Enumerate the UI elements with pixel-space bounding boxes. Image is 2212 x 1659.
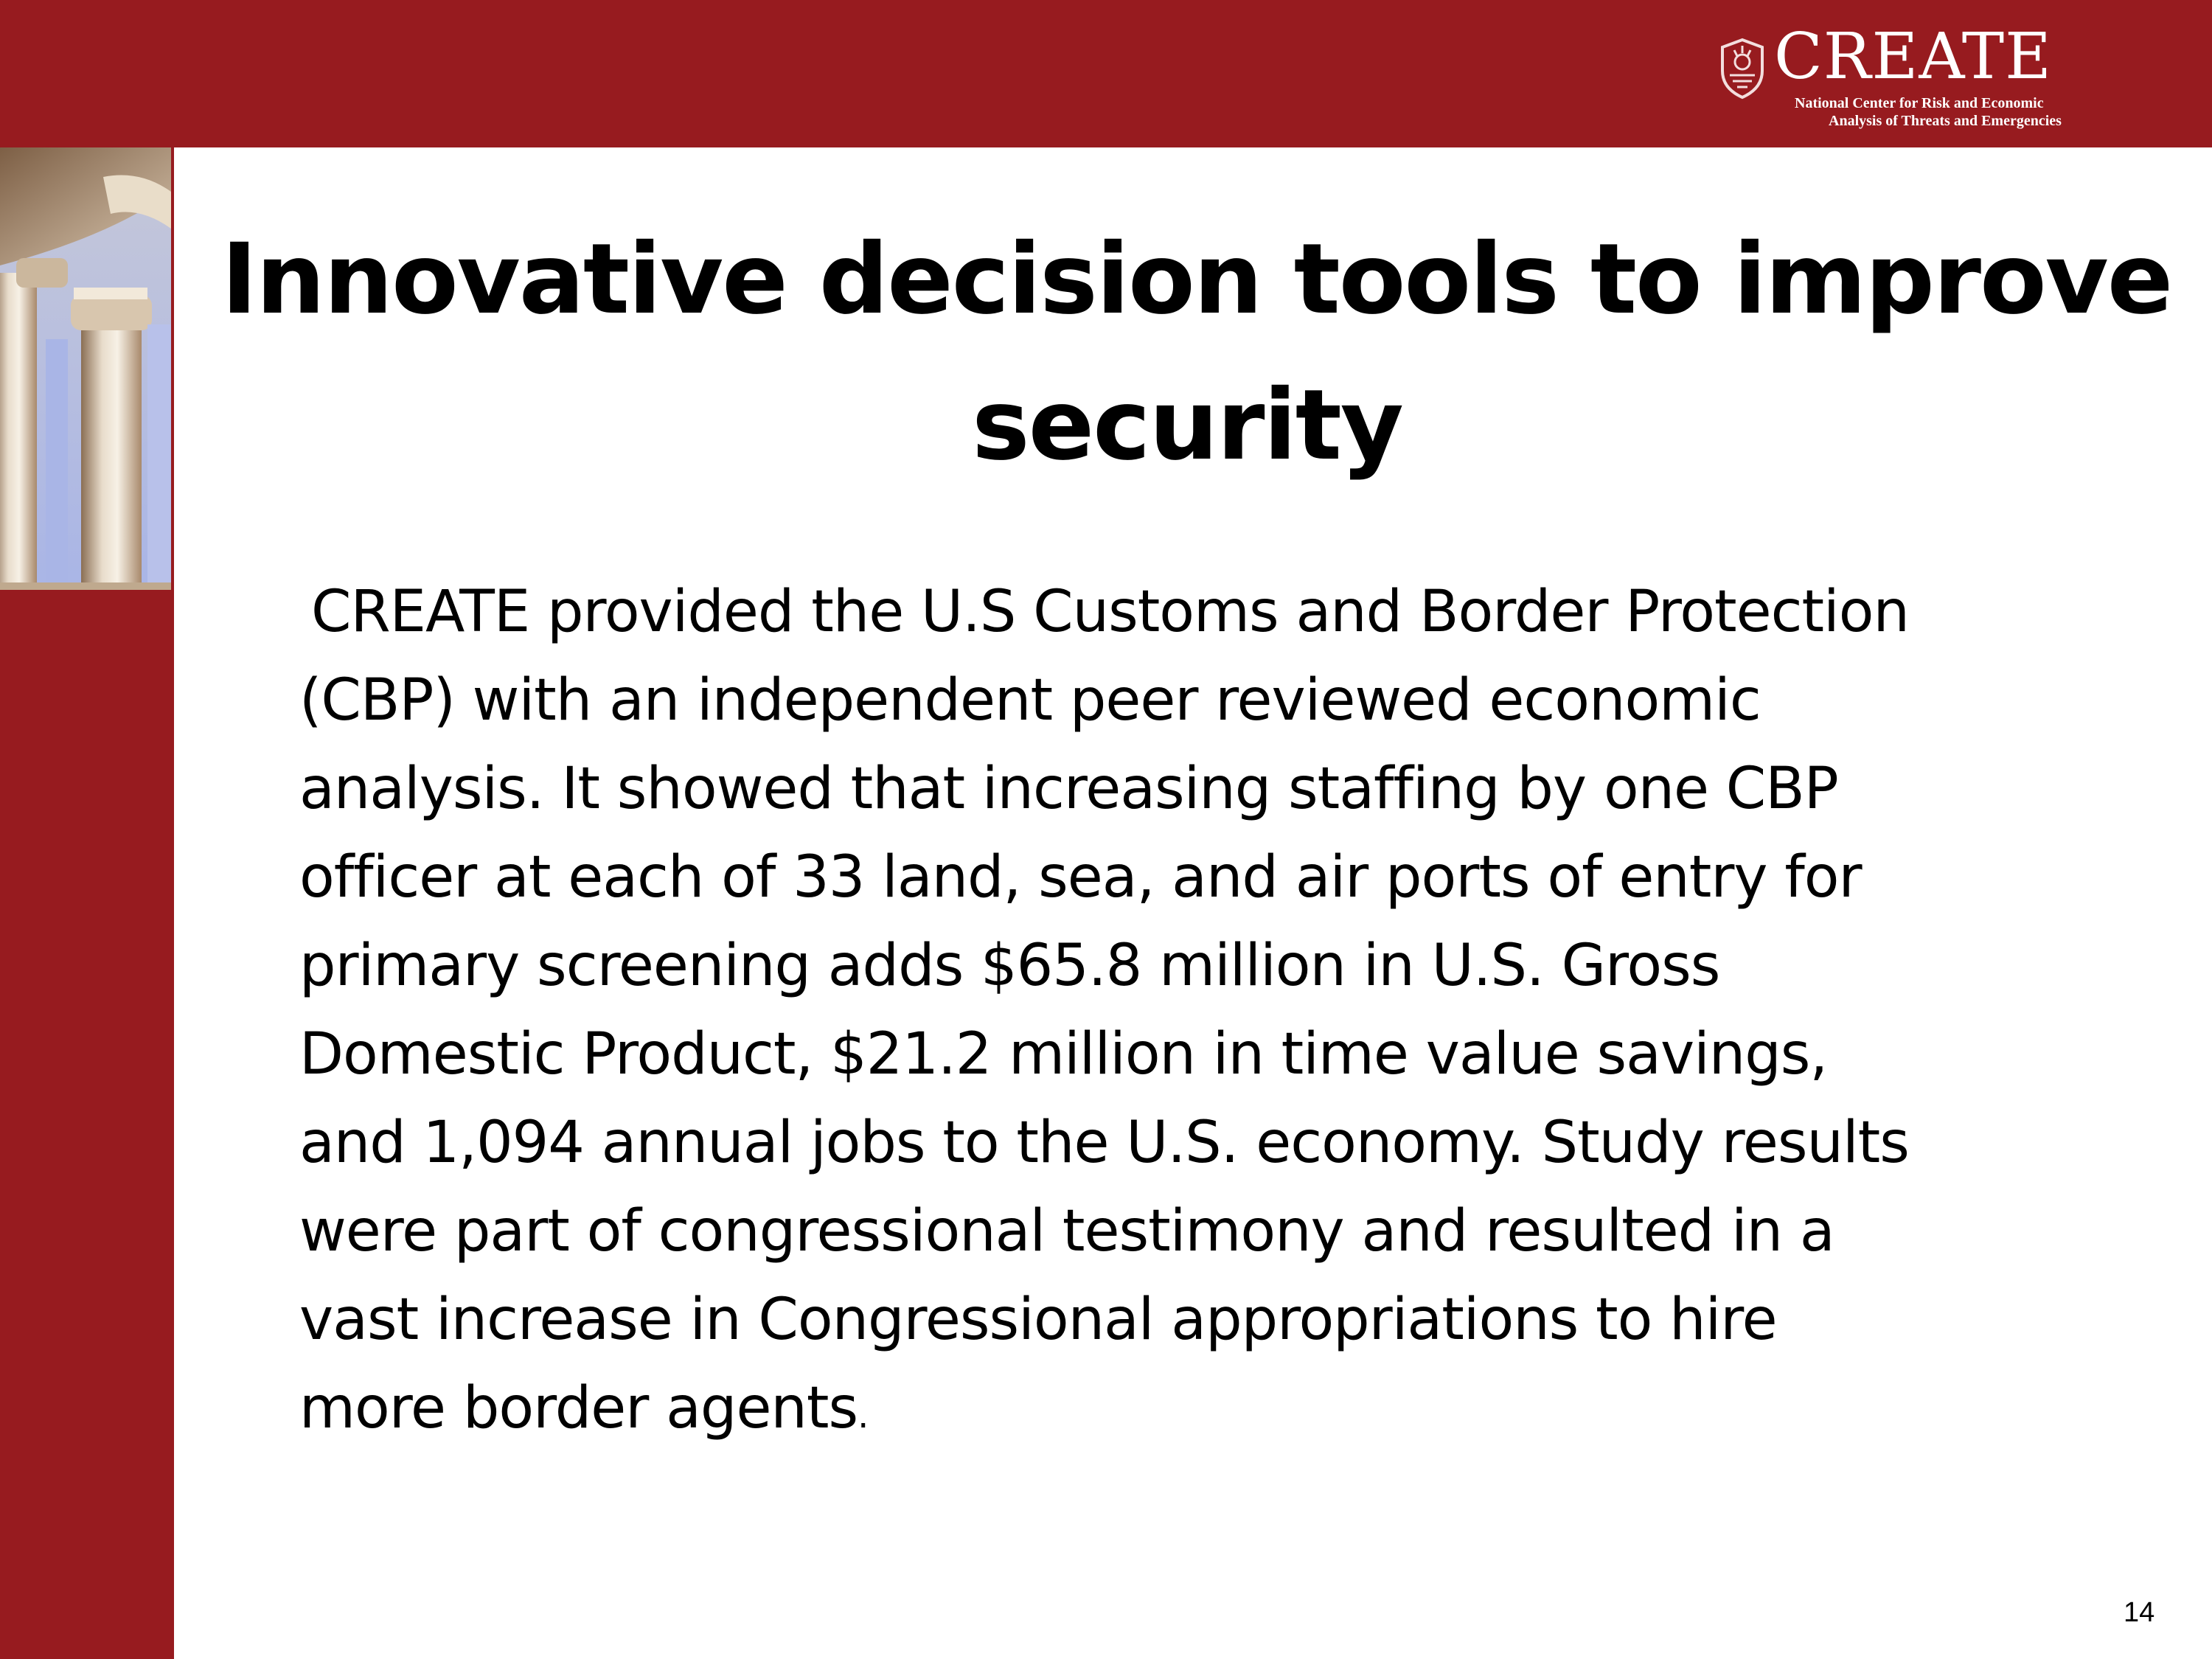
body-line-3: analysis. It showed that increasing staffing by one CBP: [299, 756, 1838, 822]
body-paragraph: [299, 568, 2069, 1460]
body-line-7: and 1,094 annual jobs to the U.S. economy. Study results: [299, 1110, 1909, 1176]
shield-seal-icon: [1718, 37, 1767, 100]
logo-subtitle-line1: National Center for Risk and Economic: [1795, 95, 2044, 111]
logo-wordmark: CREATE: [1774, 20, 2052, 94]
page-number: 14: [2124, 1597, 2155, 1628]
create-logo: [1718, 20, 2072, 136]
body-line-6: Domestic Product, $21.2 million in time value savings,: [299, 1021, 1828, 1088]
slide-title: [221, 206, 2172, 498]
columns-photo: [0, 147, 171, 590]
title-line-2: security: [972, 369, 1402, 482]
body-line-1: CREATE provided the U.S Customs and Border Protection: [311, 579, 1909, 645]
body-line-9: vast increase in Congressional appropriations to hire: [299, 1287, 1777, 1353]
title-line-1: Innovative decision tools to improve: [221, 223, 2172, 336]
body-final-period: .: [858, 1395, 869, 1436]
body-line-2: (CBP) with an independent peer reviewed economic: [299, 667, 1761, 734]
logo-subtitle-line2: Analysis of Threats and Emergencies: [1829, 113, 2062, 129]
body-line-10: [299, 1364, 2069, 1460]
body-line-10-text: more border agents: [299, 1375, 858, 1441]
body-line-8: were part of congressional testimony and resulted in a: [299, 1198, 1834, 1265]
body-line-5: primary screening adds $65.8 million in U.S. Gross: [299, 933, 1720, 999]
body-line-4: officer at each of 33 land, sea, and air ports of entry for: [299, 844, 1862, 911]
